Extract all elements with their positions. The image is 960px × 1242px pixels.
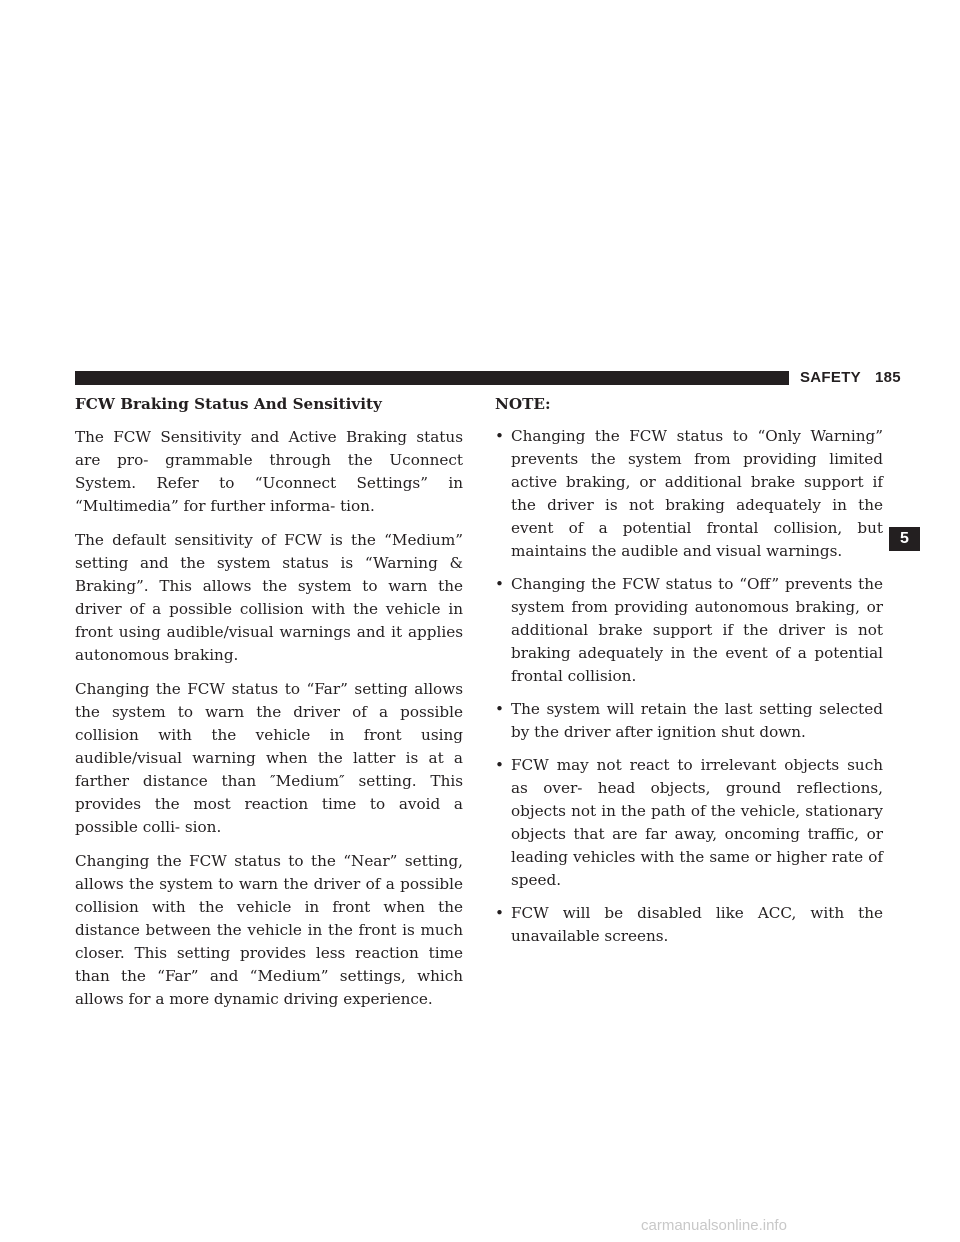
section-title: SAFETY <box>800 369 861 386</box>
list-item-text: FCW will be disabled like ACC, with the unavailable screens. <box>511 904 883 945</box>
watermark: carmanualsonline.info <box>641 1217 787 1234</box>
bullet-icon: • <box>495 756 504 774</box>
left-column <box>75 393 463 1022</box>
note-list <box>495 425 883 948</box>
header-rule <box>75 371 789 385</box>
list-item <box>495 698 883 744</box>
body-paragraph: Changing the FCW status to the “Near” setting, allows the system to warn the driver of a possible collision with the vehicle in front when the distance between the vehicle in the front is much closer. This setting provides less reaction time than the “Far” and “Medium” settings, which allows for a more dynamic driving experience. <box>75 852 463 1008</box>
list-item <box>495 754 883 892</box>
bullet-icon: • <box>495 427 504 445</box>
list-item-text: Changing the FCW status to “Only Warning” prevents the system from providing limited active braking, or additional brake support if the driver is not braking adequately in the event of a potential frontal collision, but maintains the audible and visual warnings. <box>511 427 883 560</box>
body-paragraph: The FCW Sensitivity and Active Braking status are pro- grammable through the Uconnect System. Refer to “Uconnect Settings” in “Multimedia” for further informa- tion. <box>75 428 463 515</box>
list-item <box>495 902 883 948</box>
list-item <box>495 425 883 563</box>
bullet-icon: • <box>495 904 504 922</box>
body-paragraph: The default sensitivity of FCW is the “Medium” setting and the system status is “Warning & Braking”. This allows the system to warn the driver of a possible collision with the vehicle in front using audible/visual warnings and it applies autonomous braking. <box>75 531 463 664</box>
bullet-icon: • <box>495 700 504 718</box>
bullet-icon: • <box>495 575 504 593</box>
chapter-tab: 5 <box>889 527 920 551</box>
section-heading: FCW Braking Status And Sensitivity <box>75 395 382 413</box>
list-item <box>495 573 883 688</box>
running-header <box>800 367 901 389</box>
list-item-text: FCW may not react to irrelevant objects such as over- head objects, ground reflections, objects not in the path of the vehicle, stationary objects that are far away, oncoming traffic, or leading vehicles with the same or higher rate of speed. <box>511 756 883 889</box>
page-number: 185 <box>874 369 901 386</box>
list-item-text: Changing the FCW status to “Off” prevents the system from providing autonomous braking, or additional brake support if the driver is not braking adequately in the event of a potential frontal collision. <box>511 575 883 685</box>
list-item-text: The system will retain the last setting selected by the driver after ignition shut down. <box>511 700 883 741</box>
body-paragraph: Changing the FCW status to “Far” setting allows the system to warn the driver of a possible collision with the vehicle in front using audible/visual warning when the latter is at a farther distance than ″Medium″ setting. This provides the most reaction time to avoid a possible colli- sion. <box>75 680 463 836</box>
note-label: NOTE: <box>495 395 551 413</box>
right-column <box>495 393 883 958</box>
